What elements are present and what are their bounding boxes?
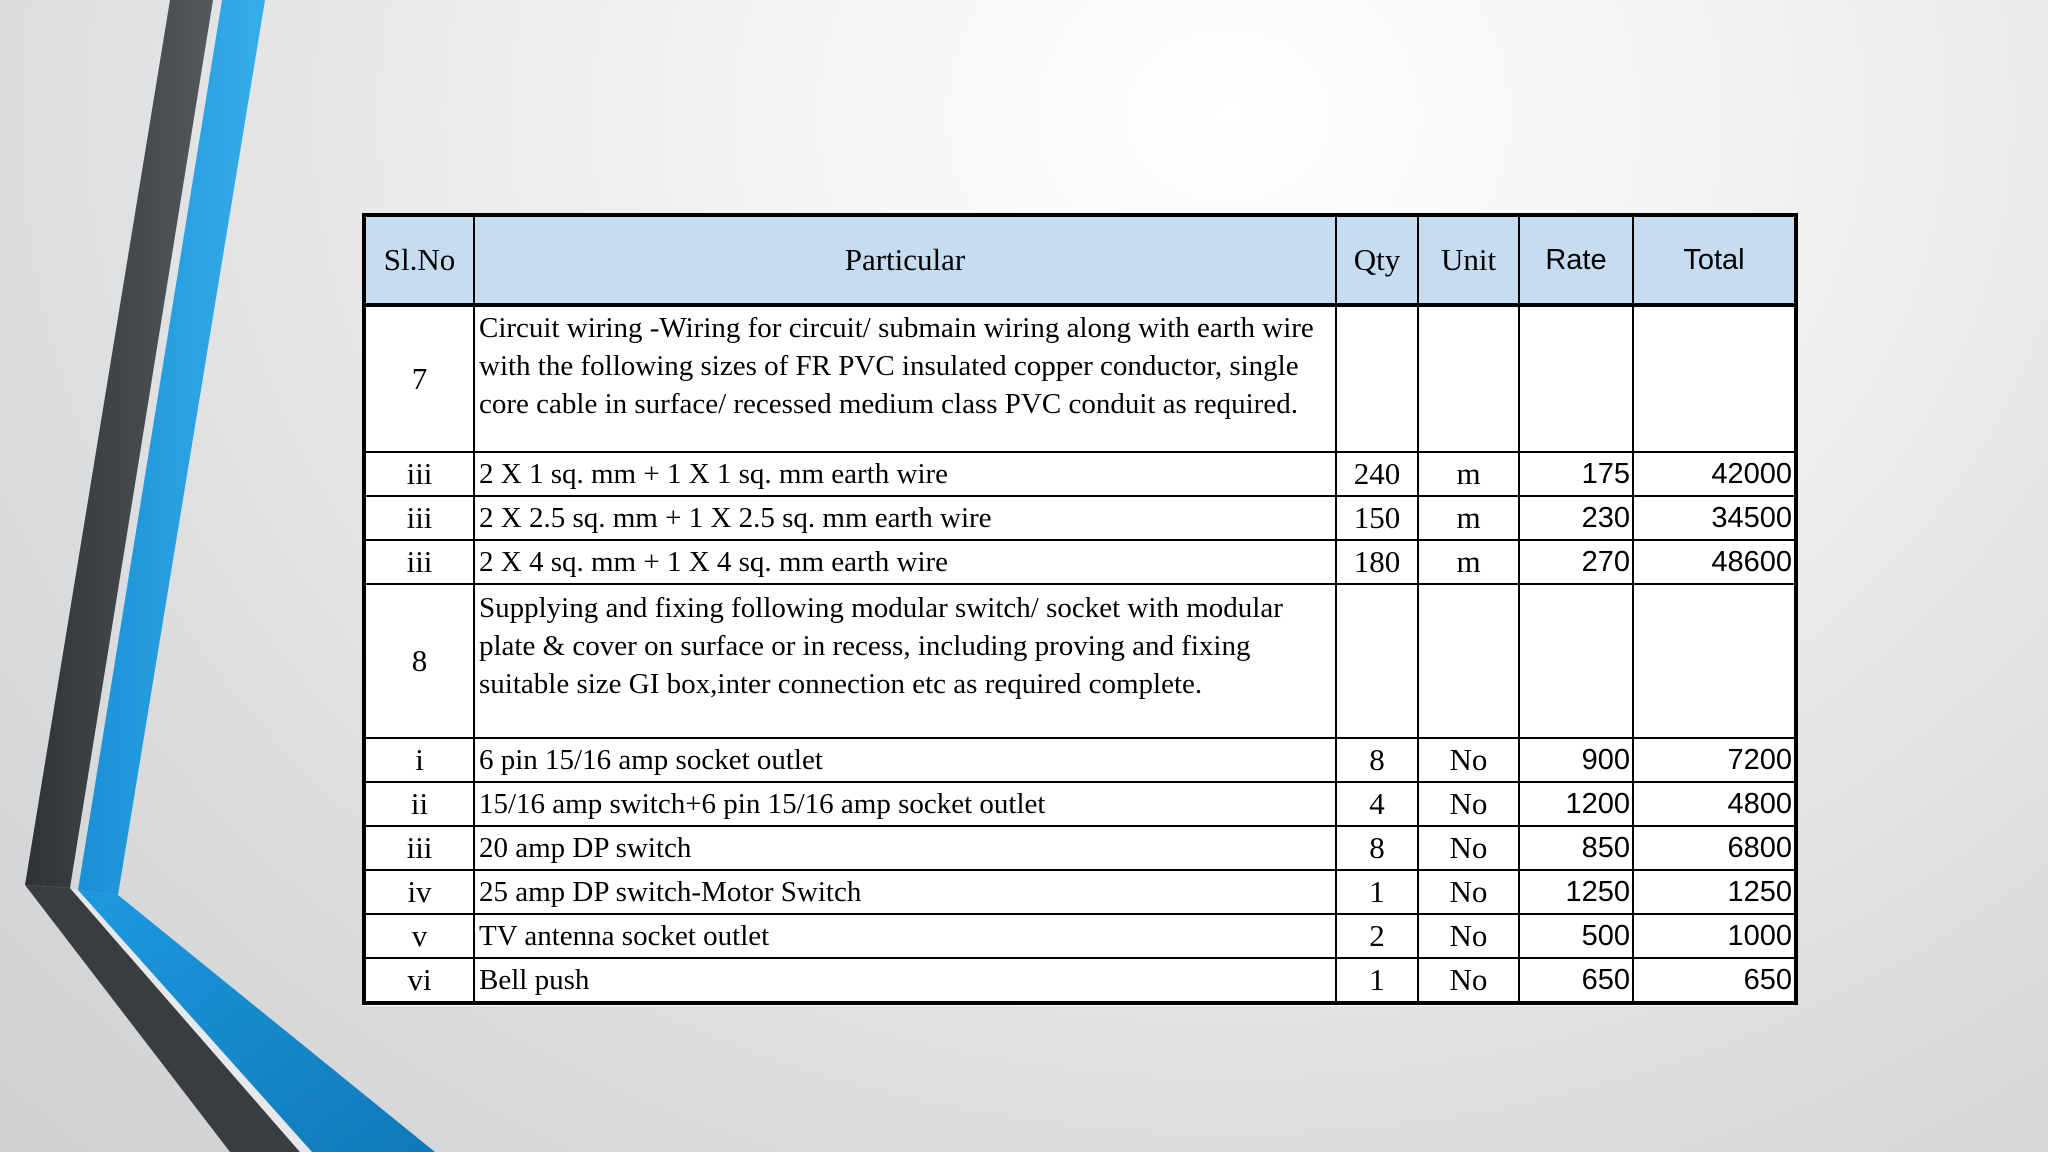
cell-qty: 1 [1336,958,1418,1003]
cell-slno: iii [364,826,474,870]
cell-rate: 1250 [1519,870,1633,914]
header-unit: Unit [1418,215,1519,305]
cell-qty: 4 [1336,782,1418,826]
cell-rate: 175 [1519,452,1633,496]
cell-rate: 230 [1519,496,1633,540]
table-row [364,540,1796,584]
cell-particular: TV antenna socket outlet [474,914,1336,958]
cell-unit: m [1418,540,1519,584]
cell-total: 650 [1633,958,1796,1003]
cell-qty: 2 [1336,914,1418,958]
cell-unit: No [1418,914,1519,958]
cell-qty [1336,305,1418,452]
cell-particular: 2 X 2.5 sq. mm + 1 X 2.5 sq. mm earth wire [474,496,1336,540]
cell-rate: 270 [1519,540,1633,584]
cell-unit: No [1418,782,1519,826]
cell-rate: 650 [1519,958,1633,1003]
estimate-table-container [362,213,1794,1006]
cell-particular: 2 X 4 sq. mm + 1 X 4 sq. mm earth wire [474,540,1336,584]
cell-particular: 6 pin 15/16 amp socket outlet [474,738,1336,782]
cell-qty: 8 [1336,738,1418,782]
cell-qty: 240 [1336,452,1418,496]
cell-total [1633,584,1796,738]
cell-particular: Supplying and fixing following modular switch/ socket with modular plate & cover on surface or in recess, including proving and fixing suitable size GI box,inter connection etc as required complete. [474,584,1336,738]
cell-particular: Bell push [474,958,1336,1003]
cell-total [1633,305,1796,452]
cell-unit: m [1418,496,1519,540]
table-row [364,870,1796,914]
cell-qty: 180 [1336,540,1418,584]
cell-particular: 20 amp DP switch [474,826,1336,870]
cell-unit: No [1418,958,1519,1003]
cell-total: 6800 [1633,826,1796,870]
cell-total: 1250 [1633,870,1796,914]
cell-particular: 25 amp DP switch-Motor Switch [474,870,1336,914]
cell-total: 42000 [1633,452,1796,496]
header-particular: Particular [474,215,1336,305]
cell-qty: 150 [1336,496,1418,540]
header-slno: Sl.No [364,215,474,305]
table-row [364,738,1796,782]
table-row [364,914,1796,958]
header-total: Total [1633,215,1796,305]
table-header-row [364,215,1796,305]
table-row [364,826,1796,870]
cell-particular [474,305,1336,452]
cell-slno: 7 [364,305,474,452]
cell-total: 48600 [1633,540,1796,584]
cell-qty [1336,584,1418,738]
cell-total: 34500 [1633,496,1796,540]
cell-qty: 1 [1336,870,1418,914]
cell-total: 4800 [1633,782,1796,826]
cell-slno: iii [364,540,474,584]
cell-particular-text: Circuit wiring -Wiring for circuit/ submain wiring along with earth wire with the following sizes of FR PVC insulated copper conductor, single core cable in surface/ recessed medium class PVC conduit as required. [479,312,1314,420]
cell-rate: 1200 [1519,782,1633,826]
table-row [364,452,1796,496]
estimate-table [362,213,1798,1005]
cell-slno: 8 [364,584,474,738]
cell-slno: iii [364,496,474,540]
cell-rate: 850 [1519,826,1633,870]
cell-unit: m [1418,452,1519,496]
cell-rate [1519,584,1633,738]
table-row [364,782,1796,826]
header-qty: Qty [1336,215,1418,305]
table-row [364,496,1796,540]
cell-unit: No [1418,738,1519,782]
table-row [364,305,1796,452]
cell-unit: No [1418,870,1519,914]
cell-slno: vi [364,958,474,1003]
cell-unit: No [1418,826,1519,870]
cell-rate [1519,305,1633,452]
table-row [364,958,1796,1003]
cell-slno: v [364,914,474,958]
cell-total: 1000 [1633,914,1796,958]
header-rate: Rate [1519,215,1633,305]
cell-particular: 15/16 amp switch+6 pin 15/16 amp socket outlet [474,782,1336,826]
cell-qty: 8 [1336,826,1418,870]
cell-unit [1418,305,1519,452]
cell-slno: i [364,738,474,782]
table-row [364,584,1796,738]
cell-particular: 2 X 1 sq. mm + 1 X 1 sq. mm earth wire [474,452,1336,496]
cell-rate: 500 [1519,914,1633,958]
cell-total: 7200 [1633,738,1796,782]
cell-unit [1418,584,1519,738]
cell-slno: iii [364,452,474,496]
cell-rate: 900 [1519,738,1633,782]
cell-slno: ii [364,782,474,826]
cell-slno: iv [364,870,474,914]
